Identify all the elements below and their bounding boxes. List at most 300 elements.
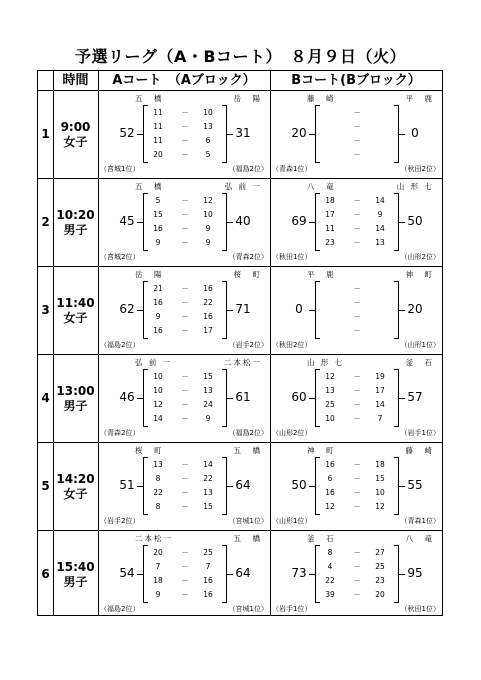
set-dash: － — [353, 562, 361, 571]
set-score-left: 15 — [153, 210, 163, 219]
seed-right: （福島2位） — [228, 165, 268, 173]
seed-left: （宮城1位） — [100, 165, 140, 173]
total-left: 51 — [119, 478, 135, 492]
total-left: 73 — [291, 566, 307, 580]
seed-left: （岩手1位） — [272, 605, 312, 613]
set-score-row — [149, 282, 221, 296]
set-score-left: 4 — [327, 562, 333, 571]
set-score-right: 22 — [203, 474, 213, 483]
set-score-right: 12 — [375, 502, 385, 511]
row-number: 2 — [41, 215, 50, 229]
total-right: 0 — [411, 126, 419, 140]
match-time: 11:40 — [56, 296, 95, 310]
set-score-left: 10 — [153, 372, 163, 381]
set-dash: － — [181, 108, 189, 117]
seed-right: （山形1位） — [400, 341, 440, 349]
set-score-row — [321, 458, 393, 472]
seed-left: （宮城2位） — [100, 253, 140, 261]
set-score-row — [321, 222, 393, 236]
bracket-left — [143, 105, 148, 163]
set-score-left: 6 — [327, 474, 333, 483]
set-dash: － — [181, 312, 189, 321]
set-dash: － — [353, 284, 361, 293]
set-dash: － — [181, 576, 189, 585]
match-b — [270, 442, 442, 530]
team-left: 弘 前 一 — [135, 358, 173, 367]
match-category: 男子 — [63, 399, 88, 413]
bracket-left — [315, 193, 320, 251]
set-score-right: 24 — [203, 400, 213, 409]
total-left: 52 — [119, 126, 135, 140]
set-score-left: 11 — [153, 108, 163, 117]
total-right: 71 — [235, 302, 251, 316]
set-score-row — [149, 324, 221, 338]
set-score-left: 18 — [153, 576, 163, 585]
set-score-left: 17 — [325, 210, 335, 219]
set-score-right: 13 — [375, 238, 385, 247]
seed-left: （岩手2位） — [100, 517, 140, 525]
match-category: 女子 — [63, 135, 88, 149]
match-b — [270, 90, 442, 178]
set-score-right: 25 — [203, 548, 213, 557]
bracket-left — [143, 369, 148, 427]
set-dash: － — [353, 414, 361, 423]
seed-right: （福島2位） — [228, 429, 268, 437]
set-dash: － — [353, 326, 361, 335]
team-left: 神 町 — [307, 446, 336, 455]
set-score-left: 11 — [153, 136, 163, 145]
bracket-left — [143, 281, 148, 339]
set-score-left: 10 — [153, 386, 163, 395]
total-left: 60 — [291, 390, 307, 404]
set-dash: － — [353, 502, 361, 511]
set-dash: － — [181, 372, 189, 381]
seed-left: （福島2位） — [100, 341, 140, 349]
schedule-row — [38, 530, 442, 618]
set-score-row — [149, 486, 221, 500]
set-score-row — [321, 486, 393, 500]
set-score-row — [321, 208, 393, 222]
team-right: 岳 陽 — [233, 94, 262, 103]
team-left: 二本松一 — [135, 534, 173, 543]
total-right: 64 — [235, 566, 251, 580]
set-score-left: 13 — [153, 460, 163, 469]
set-score-left: 8 — [155, 474, 161, 483]
set-score-row — [149, 208, 221, 222]
match-time: 10:20 — [56, 208, 95, 222]
set-score-left: 14 — [153, 414, 163, 423]
set-score-left: 8 — [155, 502, 161, 511]
set-score-left: 12 — [325, 372, 335, 381]
set-score-right: 10 — [203, 210, 213, 219]
set-score-row — [321, 370, 393, 384]
set-score-right: 14 — [203, 460, 213, 469]
seed-right: （宮城1位） — [228, 605, 268, 613]
set-score-right: 17 — [375, 386, 385, 395]
time-cell — [53, 472, 98, 502]
set-score-row — [149, 384, 221, 398]
set-score-right: 5 — [205, 150, 211, 159]
match-b — [270, 354, 442, 442]
set-score-row — [149, 458, 221, 472]
set-score-left: 13 — [325, 386, 335, 395]
set-score-left: 16 — [153, 224, 163, 233]
set-dash: － — [353, 460, 361, 469]
set-dash: － — [181, 590, 189, 599]
match-category: 男子 — [63, 223, 88, 237]
total-right: 61 — [235, 390, 251, 404]
set-score-row — [321, 148, 393, 162]
set-score-left: 9 — [155, 312, 161, 321]
set-score-left: 21 — [153, 284, 163, 293]
team-right: 弘 前 一 — [224, 182, 262, 191]
total-left: 46 — [119, 390, 135, 404]
team-right: 藤 崎 — [405, 446, 434, 455]
total-right: 95 — [407, 566, 423, 580]
team-left: 五 橋 — [135, 94, 164, 103]
team-left: 岳 陽 — [135, 270, 164, 279]
set-score-row — [321, 120, 393, 134]
set-score-left: 12 — [153, 400, 163, 409]
set-score-right: 17 — [203, 326, 213, 335]
set-score-row — [149, 236, 221, 250]
total-left: 45 — [119, 214, 135, 228]
set-dash: － — [353, 400, 361, 409]
set-dash: － — [353, 372, 361, 381]
set-score-right: 14 — [375, 196, 385, 205]
set-dash: － — [181, 562, 189, 571]
set-scores — [149, 106, 221, 162]
set-scores — [321, 106, 393, 162]
set-score-left: 9 — [155, 238, 161, 247]
set-score-row — [321, 412, 393, 426]
time-cell — [53, 296, 98, 326]
set-score-right: 16 — [203, 284, 213, 293]
match-category: 女子 — [63, 311, 88, 325]
match-a — [98, 530, 270, 618]
set-score-row — [321, 384, 393, 398]
schedule-row — [38, 266, 442, 354]
set-dash: － — [181, 224, 189, 233]
set-score-left: 20 — [153, 150, 163, 159]
seed-right: （秋田2位） — [400, 165, 440, 173]
team-right: 五 橋 — [233, 446, 262, 455]
match-time: 15:40 — [56, 560, 95, 574]
set-score-row — [149, 472, 221, 486]
set-score-left: 11 — [153, 122, 163, 131]
seed-left: （青森2位） — [100, 429, 140, 437]
set-scores — [321, 458, 393, 514]
team-right: 桜 町 — [233, 270, 262, 279]
set-dash: － — [181, 414, 189, 423]
set-scores — [149, 194, 221, 250]
bracket-left — [315, 281, 320, 339]
seed-left: （秋田2位） — [272, 341, 312, 349]
set-score-row — [149, 574, 221, 588]
set-score-right: 13 — [203, 386, 213, 395]
set-score-row — [149, 148, 221, 162]
set-score-right: 10 — [203, 108, 213, 117]
set-score-right: 19 — [375, 372, 385, 381]
set-score-row — [321, 472, 393, 486]
match-a — [98, 354, 270, 442]
seed-right: （青森1位） — [400, 517, 440, 525]
set-score-left: 18 — [325, 196, 335, 205]
set-score-left: 16 — [153, 298, 163, 307]
set-score-row — [321, 500, 393, 514]
set-scores — [321, 282, 393, 338]
set-dash: － — [181, 400, 189, 409]
set-score-row — [321, 310, 393, 324]
set-score-right: 25 — [375, 562, 385, 571]
set-dash: － — [181, 136, 189, 145]
match-a — [98, 442, 270, 530]
team-right: 五 橋 — [233, 534, 262, 543]
set-score-row — [149, 106, 221, 120]
set-score-right: 15 — [203, 502, 213, 511]
match-category: 女子 — [63, 487, 88, 501]
set-scores — [149, 282, 221, 338]
match-time: 9:00 — [60, 120, 91, 134]
set-dash: － — [181, 548, 189, 557]
team-left: 平 鹿 — [307, 270, 336, 279]
total-left: 20 — [291, 126, 307, 140]
set-scores — [321, 370, 393, 426]
match-b — [270, 178, 442, 266]
bracket-left — [315, 545, 320, 603]
schedule-table — [37, 70, 443, 616]
set-score-row — [321, 194, 393, 208]
set-score-left: 22 — [153, 488, 163, 497]
seed-left: （福島2位） — [100, 605, 140, 613]
bracket-left — [315, 457, 320, 515]
set-score-right: 9 — [205, 224, 211, 233]
header-court-b: Bコート(Bブロック） — [291, 73, 421, 88]
set-score-row — [149, 222, 221, 236]
team-right: 平 鹿 — [405, 94, 434, 103]
set-score-right: 15 — [375, 474, 385, 483]
set-score-right: 13 — [203, 488, 213, 497]
set-score-right: 16 — [203, 576, 213, 585]
set-score-row — [149, 500, 221, 514]
seed-right: （秋田1位） — [400, 605, 440, 613]
schedule-row — [38, 442, 442, 530]
set-score-row — [149, 412, 221, 426]
set-dash: － — [353, 210, 361, 219]
set-dash: － — [181, 474, 189, 483]
seed-right: （岩手1位） — [400, 429, 440, 437]
set-score-left: 11 — [325, 224, 335, 233]
set-score-row — [149, 120, 221, 134]
set-score-right: 7 — [205, 562, 211, 571]
row-number: 6 — [41, 567, 50, 581]
set-dash: － — [353, 474, 361, 483]
schedule-row — [38, 90, 442, 178]
set-dash: － — [181, 488, 189, 497]
set-score-right: 16 — [203, 312, 213, 321]
team-left: 藤 崎 — [307, 94, 336, 103]
set-score-left: 22 — [325, 576, 335, 585]
set-dash: － — [353, 196, 361, 205]
team-right: 山 形 七 — [396, 182, 434, 191]
set-dash: － — [181, 460, 189, 469]
set-score-right: 10 — [375, 488, 385, 497]
set-score-row — [149, 134, 221, 148]
set-score-row — [321, 296, 393, 310]
total-right: 20 — [407, 302, 423, 316]
set-score-right: 16 — [203, 590, 213, 599]
seed-left: （山形2位） — [272, 429, 312, 437]
match-category: 男子 — [63, 575, 88, 589]
page-title: 予選リーグ（A・Bコート） ８月９日（火） — [74, 47, 407, 66]
bracket-left — [143, 545, 148, 603]
set-score-left: 7 — [155, 562, 161, 571]
team-right: 神 町 — [405, 270, 434, 279]
set-score-row — [321, 398, 393, 412]
set-score-right: 18 — [375, 460, 385, 469]
total-left: 50 — [291, 478, 307, 492]
total-right: 40 — [235, 214, 251, 228]
set-score-row — [149, 546, 221, 560]
set-dash: － — [181, 502, 189, 511]
set-scores — [149, 370, 221, 426]
set-score-row — [321, 546, 393, 560]
set-dash: － — [353, 224, 361, 233]
match-a — [98, 90, 270, 178]
set-score-right: 14 — [375, 224, 385, 233]
set-dash: － — [353, 108, 361, 117]
team-left: 桜 町 — [135, 446, 164, 455]
team-left: 山 形 七 — [307, 358, 345, 367]
set-score-left: 20 — [153, 548, 163, 557]
team-right: 八 竜 — [405, 534, 434, 543]
set-score-right: 12 — [203, 196, 213, 205]
bracket-left — [315, 105, 320, 163]
set-score-left: 5 — [155, 196, 161, 205]
header-court-a: Aコート （Aブロック） — [112, 73, 256, 88]
schedule-row — [38, 178, 442, 266]
set-score-row — [321, 574, 393, 588]
set-score-right: 6 — [205, 136, 211, 145]
total-right: 50 — [407, 214, 423, 228]
set-dash: － — [353, 298, 361, 307]
set-score-right: 15 — [203, 372, 213, 381]
set-score-row — [149, 296, 221, 310]
set-dash: － — [181, 238, 189, 247]
seed-right: （青森2位） — [228, 253, 268, 261]
set-dash: － — [181, 210, 189, 219]
header-time: 時間 — [62, 73, 89, 88]
set-score-row — [321, 324, 393, 338]
total-right: 55 — [407, 478, 423, 492]
time-cell — [53, 384, 98, 414]
set-score-left: 12 — [325, 502, 335, 511]
seed-left: （青森1位） — [272, 165, 312, 173]
match-b — [270, 266, 442, 354]
set-dash: － — [353, 150, 361, 159]
match-time: 14:20 — [56, 472, 95, 486]
set-score-right: 9 — [377, 210, 383, 219]
set-score-row — [321, 588, 393, 602]
set-dash: － — [181, 298, 189, 307]
match-time: 13:00 — [56, 384, 95, 398]
set-dash: － — [181, 150, 189, 159]
row-number: 1 — [41, 127, 50, 141]
set-dash: － — [353, 590, 361, 599]
match-a — [98, 266, 270, 354]
set-scores — [321, 546, 393, 602]
total-right: 31 — [235, 126, 251, 140]
seed-right: （岩手2位） — [228, 341, 268, 349]
set-dash: － — [353, 386, 361, 395]
team-left: 釜 石 — [307, 534, 336, 543]
team-right: 釜 石 — [405, 358, 434, 367]
team-right: 二本松一 — [224, 358, 262, 367]
total-left: 69 — [291, 214, 307, 228]
bracket-left — [143, 457, 148, 515]
set-dash: － — [353, 576, 361, 585]
total-left: 0 — [295, 302, 303, 316]
seed-left: （秋田1位） — [272, 253, 312, 261]
set-score-left: 16 — [325, 460, 335, 469]
set-score-row — [149, 398, 221, 412]
total-right: 57 — [407, 390, 423, 404]
set-score-row — [321, 236, 393, 250]
set-score-right: 9 — [205, 414, 211, 423]
set-scores — [149, 458, 221, 514]
set-scores — [321, 194, 393, 250]
total-left: 62 — [119, 302, 135, 316]
match-b — [270, 530, 442, 618]
set-score-row — [321, 560, 393, 574]
set-score-right: 7 — [377, 414, 383, 423]
set-score-right: 14 — [375, 400, 385, 409]
set-dash: － — [181, 284, 189, 293]
set-score-left: 39 — [325, 590, 335, 599]
seed-right: （山形2位） — [400, 253, 440, 261]
set-scores — [149, 546, 221, 602]
time-cell — [53, 120, 98, 150]
set-score-right: 22 — [203, 298, 213, 307]
set-score-right: 20 — [375, 590, 385, 599]
set-score-right: 13 — [203, 122, 213, 131]
set-score-row — [149, 194, 221, 208]
bracket-left — [143, 193, 148, 251]
set-score-left: 23 — [325, 238, 335, 247]
set-dash: － — [353, 312, 361, 321]
set-score-left: 10 — [325, 414, 335, 423]
total-left: 54 — [119, 566, 135, 580]
set-dash: － — [353, 122, 361, 131]
schedule-row — [38, 354, 442, 442]
set-score-left: 8 — [327, 548, 333, 557]
time-cell — [53, 560, 98, 590]
row-number: 4 — [41, 391, 50, 405]
set-dash: － — [353, 488, 361, 497]
set-dash: － — [353, 238, 361, 247]
seed-right: （宮城1位） — [228, 517, 268, 525]
set-score-left: 9 — [155, 590, 161, 599]
match-a — [98, 178, 270, 266]
total-right: 64 — [235, 478, 251, 492]
set-score-left: 16 — [325, 488, 335, 497]
set-dash: － — [181, 386, 189, 395]
bracket-left — [315, 369, 320, 427]
set-dash: － — [353, 548, 361, 557]
row-number: 3 — [41, 303, 50, 317]
set-score-row — [149, 310, 221, 324]
row-number: 5 — [41, 479, 50, 493]
